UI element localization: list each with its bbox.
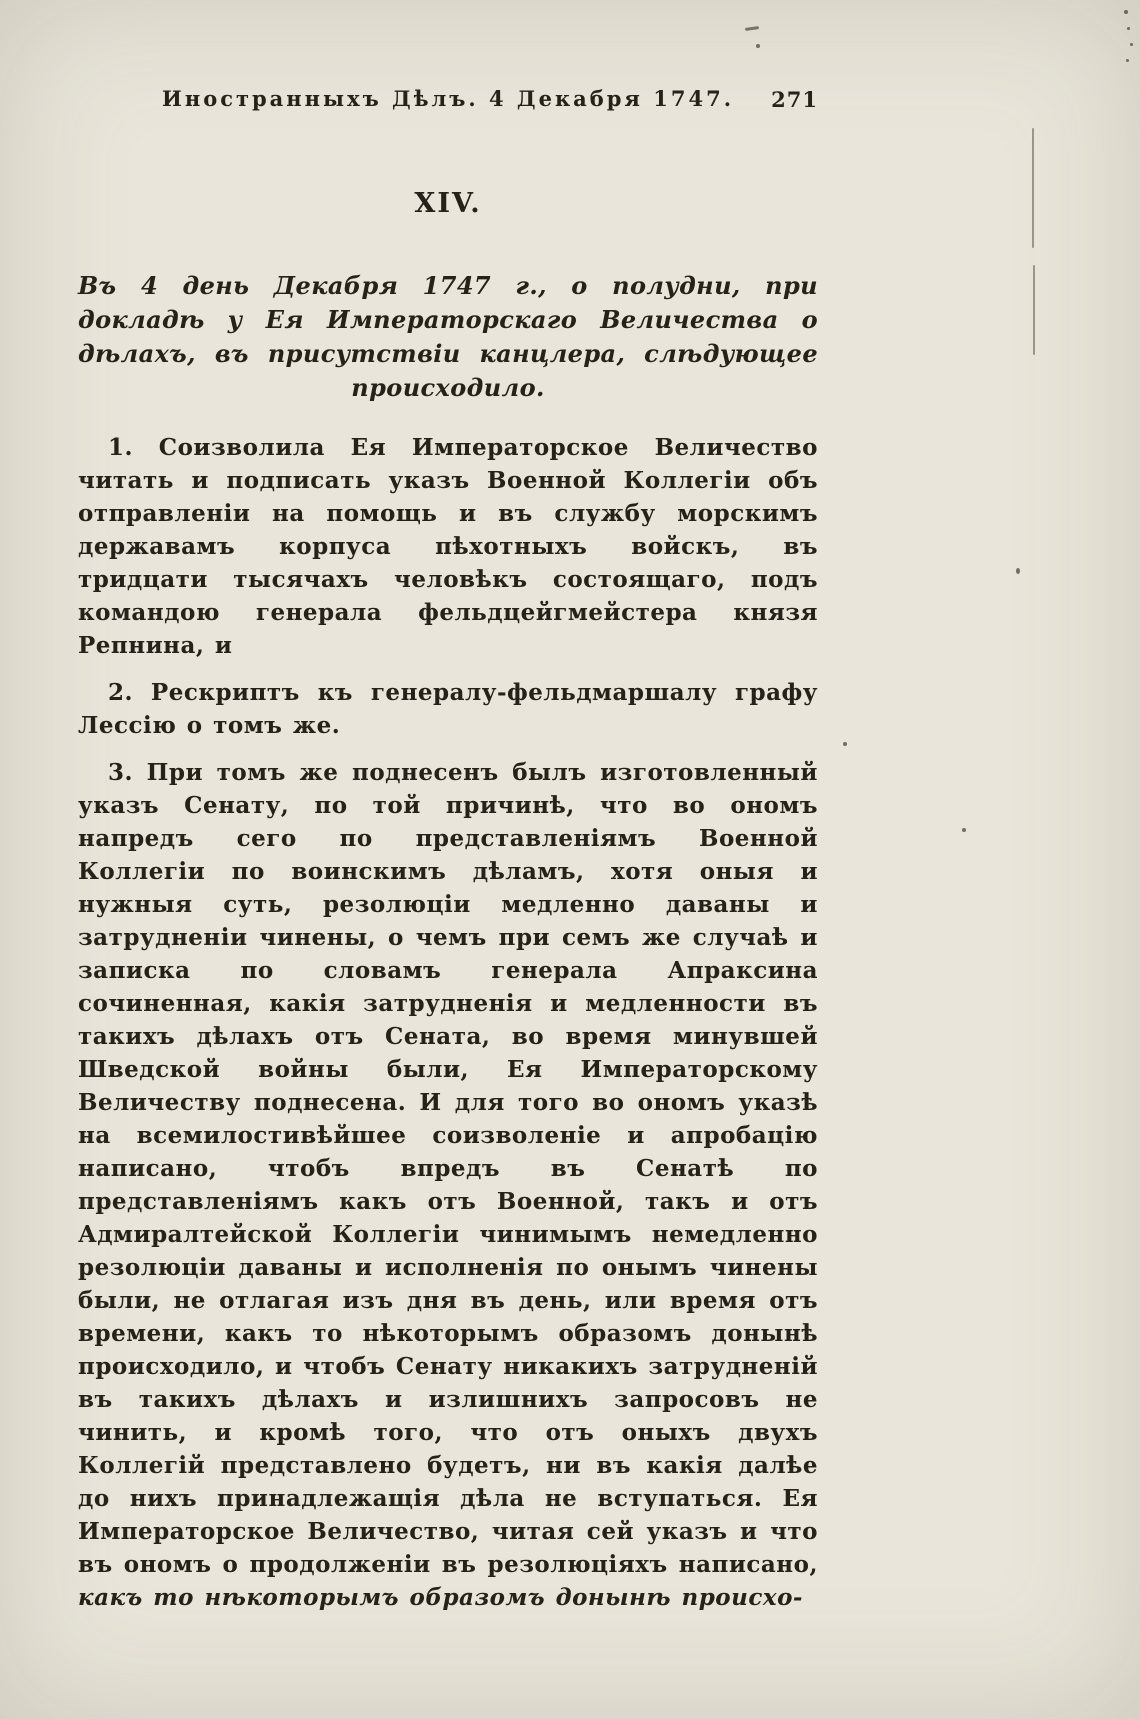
running-title: Иностранныхъ Дѣлъ. 4 Декабря 1747. — [161, 86, 735, 111]
paragraph-3-regular: 3. При томъ же поднесенъ былъ изготовленный указъ Сенату, по той причинѣ, что во ономъ напредъ сего по представленіямъ Военной Коллегіи по воинскимъ дѣламъ, хотя оныя и нужныя суть, резолюціи медленно даваны и затрудненіи чинены, о чемъ при семъ же случаѣ и записка по словамъ генерала Апраксина сочиненная, какія затрудненія и медленности въ такихъ дѣлахъ отъ Сената, во время минувшей Шведской войны были, Ея Императорскому Величеству поднесена. И для того во ономъ указѣ на всемилостивѣйшее соизволеніе и апробацію написано, чтобъ впредъ въ Сенатѣ по представленіямъ какъ отъ Военной, такъ и отъ Адмиралтейской Коллегіи чинимымъ немедленно резолюціи даваны и исполненія по онымъ чинены были, не отлагая изъ дня въ день, или время отъ времени, какъ то нѣкоторымъ образомъ донынѣ происходило, и чтобъ Сенату никакихъ затрудненій въ такихъ дѣлахъ и излишнихъ запросовъ не чинить, и кромѣ того, что отъ оныхъ двухъ Коллегій представлено будетъ, ни въ какія далѣе до нихъ принадлежащія дѣла не вступаться. Ея Императорское Величество, читая сей указъ и что въ ономъ о продолженіи въ резолюціяхъ написано, — [78, 759, 818, 1578]
scan-speck — [843, 742, 847, 746]
scan-speck — [756, 44, 760, 48]
intro-paragraph: Въ 4 день Декабря 1747 г., о полудни, при докладѣ у Ея Императорскаго Величества о дѣлахъ, въ присутствіи канцлера, слѣдующее происходило. — [78, 271, 818, 402]
scan-speck — [1016, 568, 1020, 574]
scan-edge-line — [1033, 265, 1035, 355]
scan-speck — [1127, 27, 1130, 30]
scan-speck — [1124, 10, 1128, 14]
scan-speck — [1126, 59, 1129, 62]
scan-mark — [745, 26, 759, 31]
page-number: 271 — [771, 87, 818, 112]
text-block — [78, 188, 818, 1614]
paragraph-3 — [78, 756, 818, 1614]
paragraph-1: 1. Соизволила Ея Императорское Величество читать и подписать указъ Военной Коллегіи объ отправленіи на помощь и въ службу морскимъ державамъ корпуса пѣхотныхъ войскъ, въ тридцати тысячахъ человѣкъ состоящаго, подъ командою генерала фельдцейгмейстера князя Репнина, и — [78, 434, 818, 659]
scan-speck — [962, 828, 966, 832]
section-heading: XIV. — [414, 188, 482, 219]
page-header — [78, 86, 818, 118]
scan-edge-line — [1032, 128, 1034, 248]
scan-speck — [1130, 43, 1133, 46]
paragraph-3-italic: какъ то нѣкоторымъ образомъ донынѣ происхо- — [78, 1584, 803, 1611]
paragraph-2: 2. Рескриптъ къ генералу-фельдмаршалу графу Лессію о томъ же. — [78, 679, 818, 739]
